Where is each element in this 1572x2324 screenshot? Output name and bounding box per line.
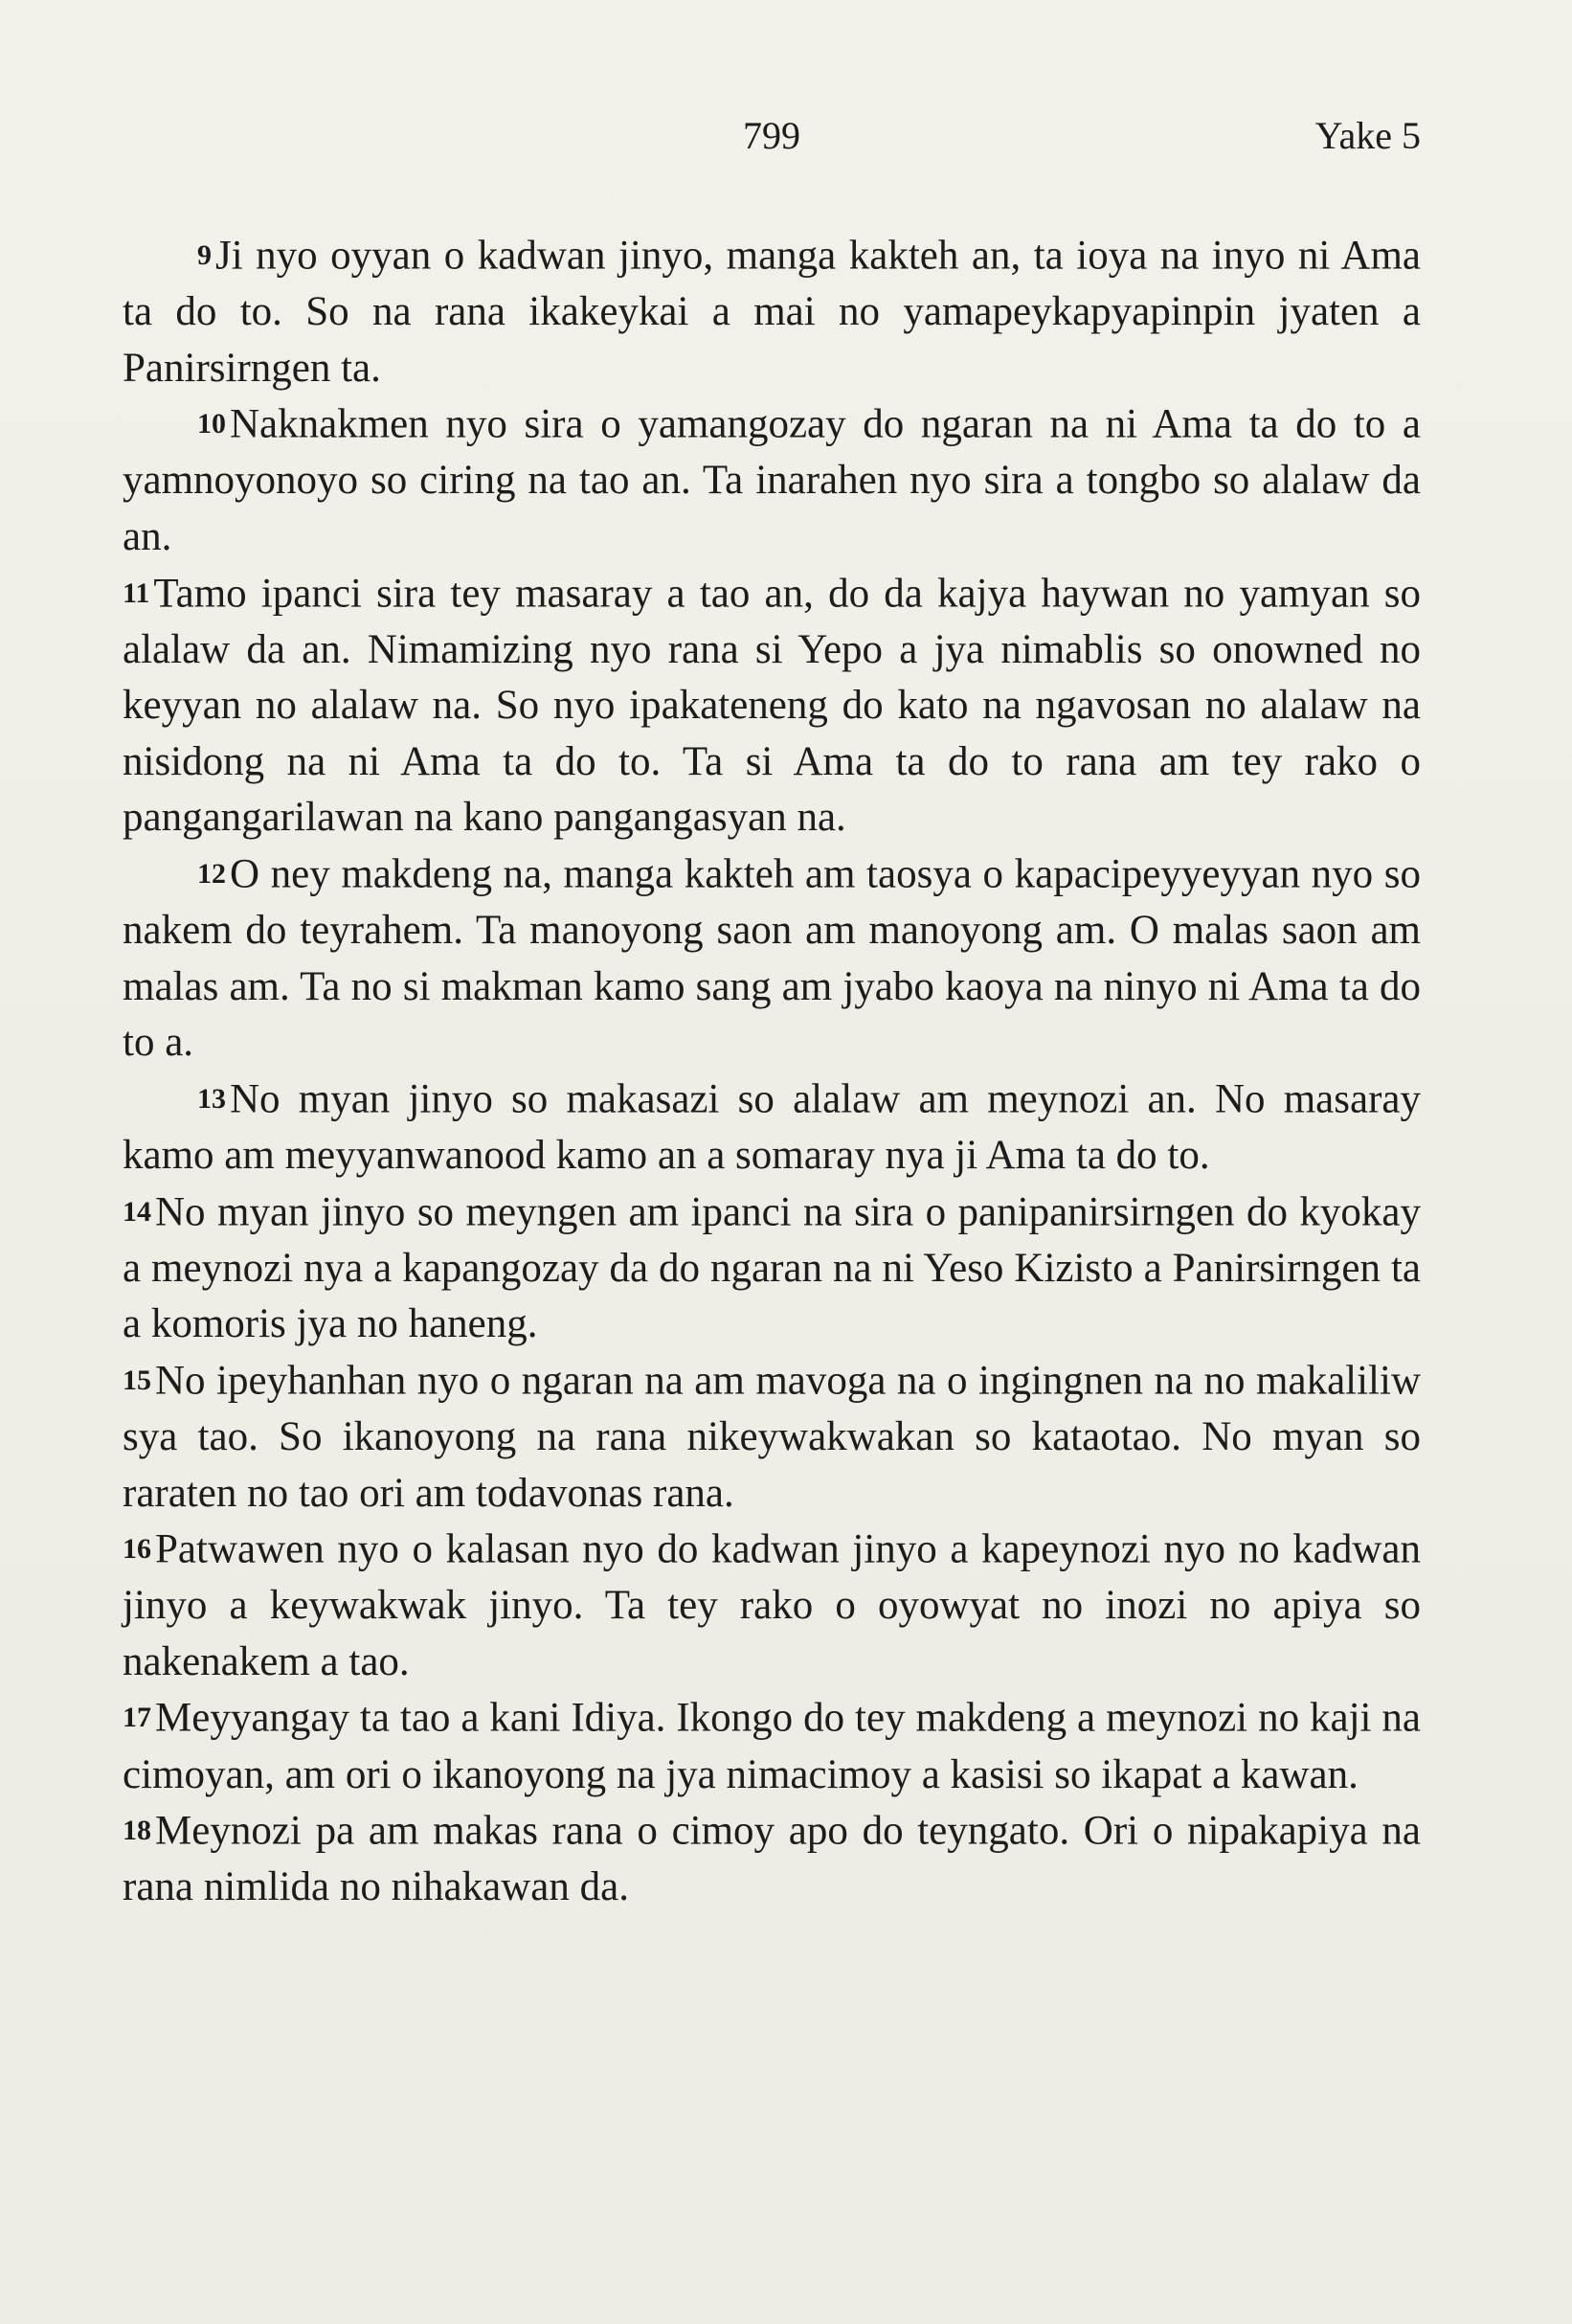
verse-number: 12 xyxy=(197,858,226,891)
verse-text: Meynozi pa am makas rana o cimoy apo do teyngato. Ori o nipakapiya na rana nimlida no nihakawan da. xyxy=(123,1808,1421,1910)
verse-number: 16 xyxy=(123,1533,151,1566)
verse-text: No myan jinyo so makasazi so alalaw am meynozi an. No masaray kamo am meyyanwanood kamo an a somaray nya ji Ama ta do to. xyxy=(123,1076,1421,1178)
verse-13 xyxy=(123,1072,1421,1185)
verse-number: 18 xyxy=(123,1815,151,1847)
verse-text: O ney makdeng na, manga kakteh am taosya o kapacipeyyeyyan nyo so nakem do teyrahem. Ta manoyong saon am manoyong am. O malas saon am malas am. Ta no si makman kamo sang am jyabo kaoya na ninyo ni Ama ta do to a. xyxy=(123,851,1421,1066)
verse-12 xyxy=(123,846,1421,1072)
verse-17 xyxy=(123,1690,1421,1803)
verse-9 xyxy=(123,228,1421,396)
verse-text: Patwawen nyo o kalasan nyo do kadwan jinyo a kapeynozi nyo no kadwan jinyo a keywakwak jinyo. Ta tey rako o oyowyat no inozi no apiya so nakenakem a tao. xyxy=(123,1526,1421,1684)
verse-text: Naknakmen nyo sira o yamangozay do ngaran na ni Ama ta do to a yamnoyonoyo so ciring na tao an. Ta inarahen nyo sira a tongbo so alalaw da an. xyxy=(123,401,1421,559)
verse-number: 17 xyxy=(123,1702,151,1734)
verse-number: 14 xyxy=(123,1195,151,1228)
verse-text: Meyyangay ta tao a kani Idiya. Ikongo do tey makdeng a meynozi no kaji na cimoyan, am ori o ikanoyong na jya nimacimoy a kasisi so ikapat a kawan. xyxy=(123,1695,1421,1797)
page-number: 799 xyxy=(743,114,800,157)
verse-text: No ipeyhanhan nyo o ngaran na am mavoga na o ingingnen na no makaliliw sya tao. So ikanoyong na rana nikeywakwakan so kataotao. No myan so raraten no tao ori am todavonas rana. xyxy=(123,1358,1421,1516)
running-head: Yake 5 xyxy=(1314,114,1421,157)
verse-text: No myan jinyo so meyngen am ipanci na sira o panipanirsirngen do kyokay a meynozi nya a kapangozay da do ngaran na ni Yeso Kizisto a Panirsirngen ta a komoris jya no haneng. xyxy=(123,1189,1421,1347)
verse-text: Ji nyo oyyan o kadwan jinyo, manga kakteh an, ta ioya na inyo ni Ama ta do to. So na rana ikakeykai a mai no yamapeykapyapinpin jyaten a Panirsirngen ta. xyxy=(123,233,1421,391)
verse-14 xyxy=(123,1185,1421,1353)
verse-11 xyxy=(123,566,1421,846)
verse-number: 13 xyxy=(197,1082,226,1115)
verse-number: 15 xyxy=(123,1364,151,1396)
verse-16 xyxy=(123,1522,1421,1690)
verse-15 xyxy=(123,1353,1421,1522)
verse-number: 9 xyxy=(197,239,212,271)
verse-18 xyxy=(123,1803,1421,1916)
page-header xyxy=(123,113,1421,167)
verse-number: 10 xyxy=(197,408,226,440)
verse-number: 11 xyxy=(123,576,150,609)
verse-10 xyxy=(123,396,1421,565)
scripture-text xyxy=(123,228,1421,1916)
verse-text: Tamo ipanci sira tey masaray a tao an, do da kajya haywan no yamyan so alalaw da an. Nimamizing nyo rana si Yepo a jya nimablis so onowned no keyyan no alalaw na. So nyo ipakateneng do kato na ngavosan no alalaw na nisidong na ni Ama ta do to. Ta si Ama ta do to rana am tey rako o pangangarilawan na kano pangangasyan na. xyxy=(123,571,1421,841)
